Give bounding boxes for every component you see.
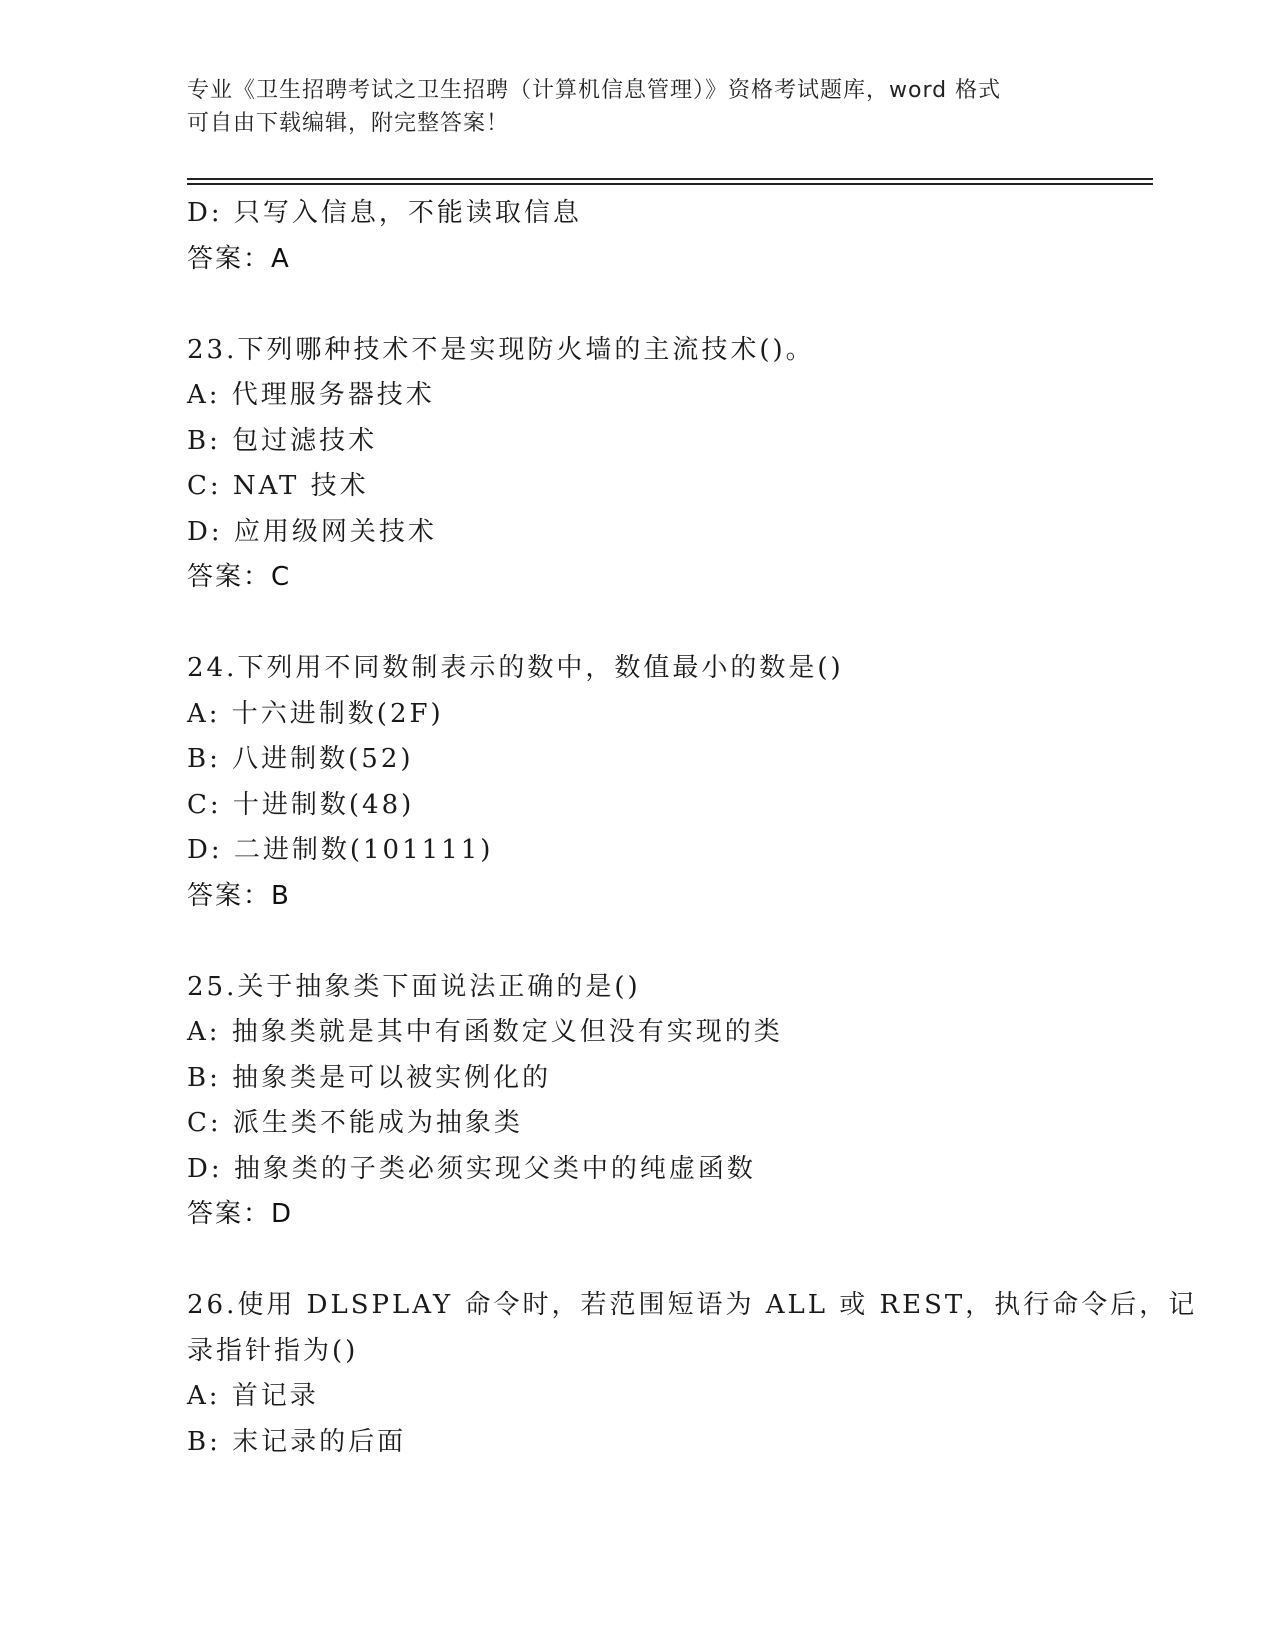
answer-line: 答案：C: [187, 562, 292, 592]
option-c: C: 十进制数(48): [187, 789, 415, 820]
option-d: D: 应用级网关技术: [187, 516, 437, 547]
question-list: [187, 191, 1198, 1465]
answer-line: 答案：D: [187, 1199, 294, 1229]
option-a: A: 十六进制数(2F): [187, 698, 444, 729]
option-a: A: 抽象类就是其中有函数定义但没有实现的类: [187, 1017, 783, 1047]
option-a: A: 首记录: [187, 1381, 319, 1411]
option-b: B: 八进制数(52): [187, 744, 414, 774]
spacer: [187, 601, 1087, 647]
spacer: [187, 1238, 1087, 1284]
option-c: C: 派生类不能成为抽象类: [187, 1108, 523, 1138]
option-d: D: 只写入信息，不能读取信息: [187, 198, 582, 228]
option-b: B: 包过滤技术: [187, 425, 378, 456]
header-rule-top: [187, 178, 1153, 180]
header-rule-bottom: [187, 183, 1153, 185]
question-stem: 25.关于抽象类下面说法正确的是(): [187, 971, 641, 1002]
document-header: [187, 74, 1087, 140]
question-stem-line-1: 26.使用 DLSPLAY 命令时，若范围短语为 ALL 或 REST，执行命令后，记: [187, 1290, 1198, 1320]
answer-line: 答案：A: [187, 243, 291, 274]
option-b: B: 末记录的后面: [187, 1426, 407, 1457]
option-a: A: 代理服务器技术: [187, 380, 435, 410]
question-25: [187, 965, 1087, 1238]
spacer: [187, 282, 1087, 328]
option-b: B: 抽象类是可以被实例化的: [187, 1062, 552, 1093]
header-line-1: 专业《卫生招聘考试之卫生招聘（计算机信息管理）》资格考试题库，word 格式: [187, 78, 1002, 103]
option-d: D: 抽象类的子类必须实现父类中的纯虚函数: [187, 1153, 756, 1184]
question-24: [187, 646, 1087, 919]
option-c: C: NAT 技术: [187, 471, 369, 501]
question-stem: 23.下列哪种技术不是实现防火墙的主流技术()。: [187, 334, 815, 365]
question-stem-line-2: 录指针指为(): [187, 1335, 359, 1366]
answer-line: 答案：B: [187, 880, 291, 911]
question-26: [187, 1283, 1198, 1465]
option-d: D: 二进制数(101111): [187, 835, 494, 865]
header-line-2: 可自由下载编辑，附完整答案！: [187, 111, 510, 136]
question-stem: 24.下列用不同数制表示的数中，数值最小的数是(): [187, 653, 844, 683]
question-22-tail: [187, 191, 1087, 282]
spacer: [187, 919, 1087, 965]
question-23: [187, 328, 1087, 601]
